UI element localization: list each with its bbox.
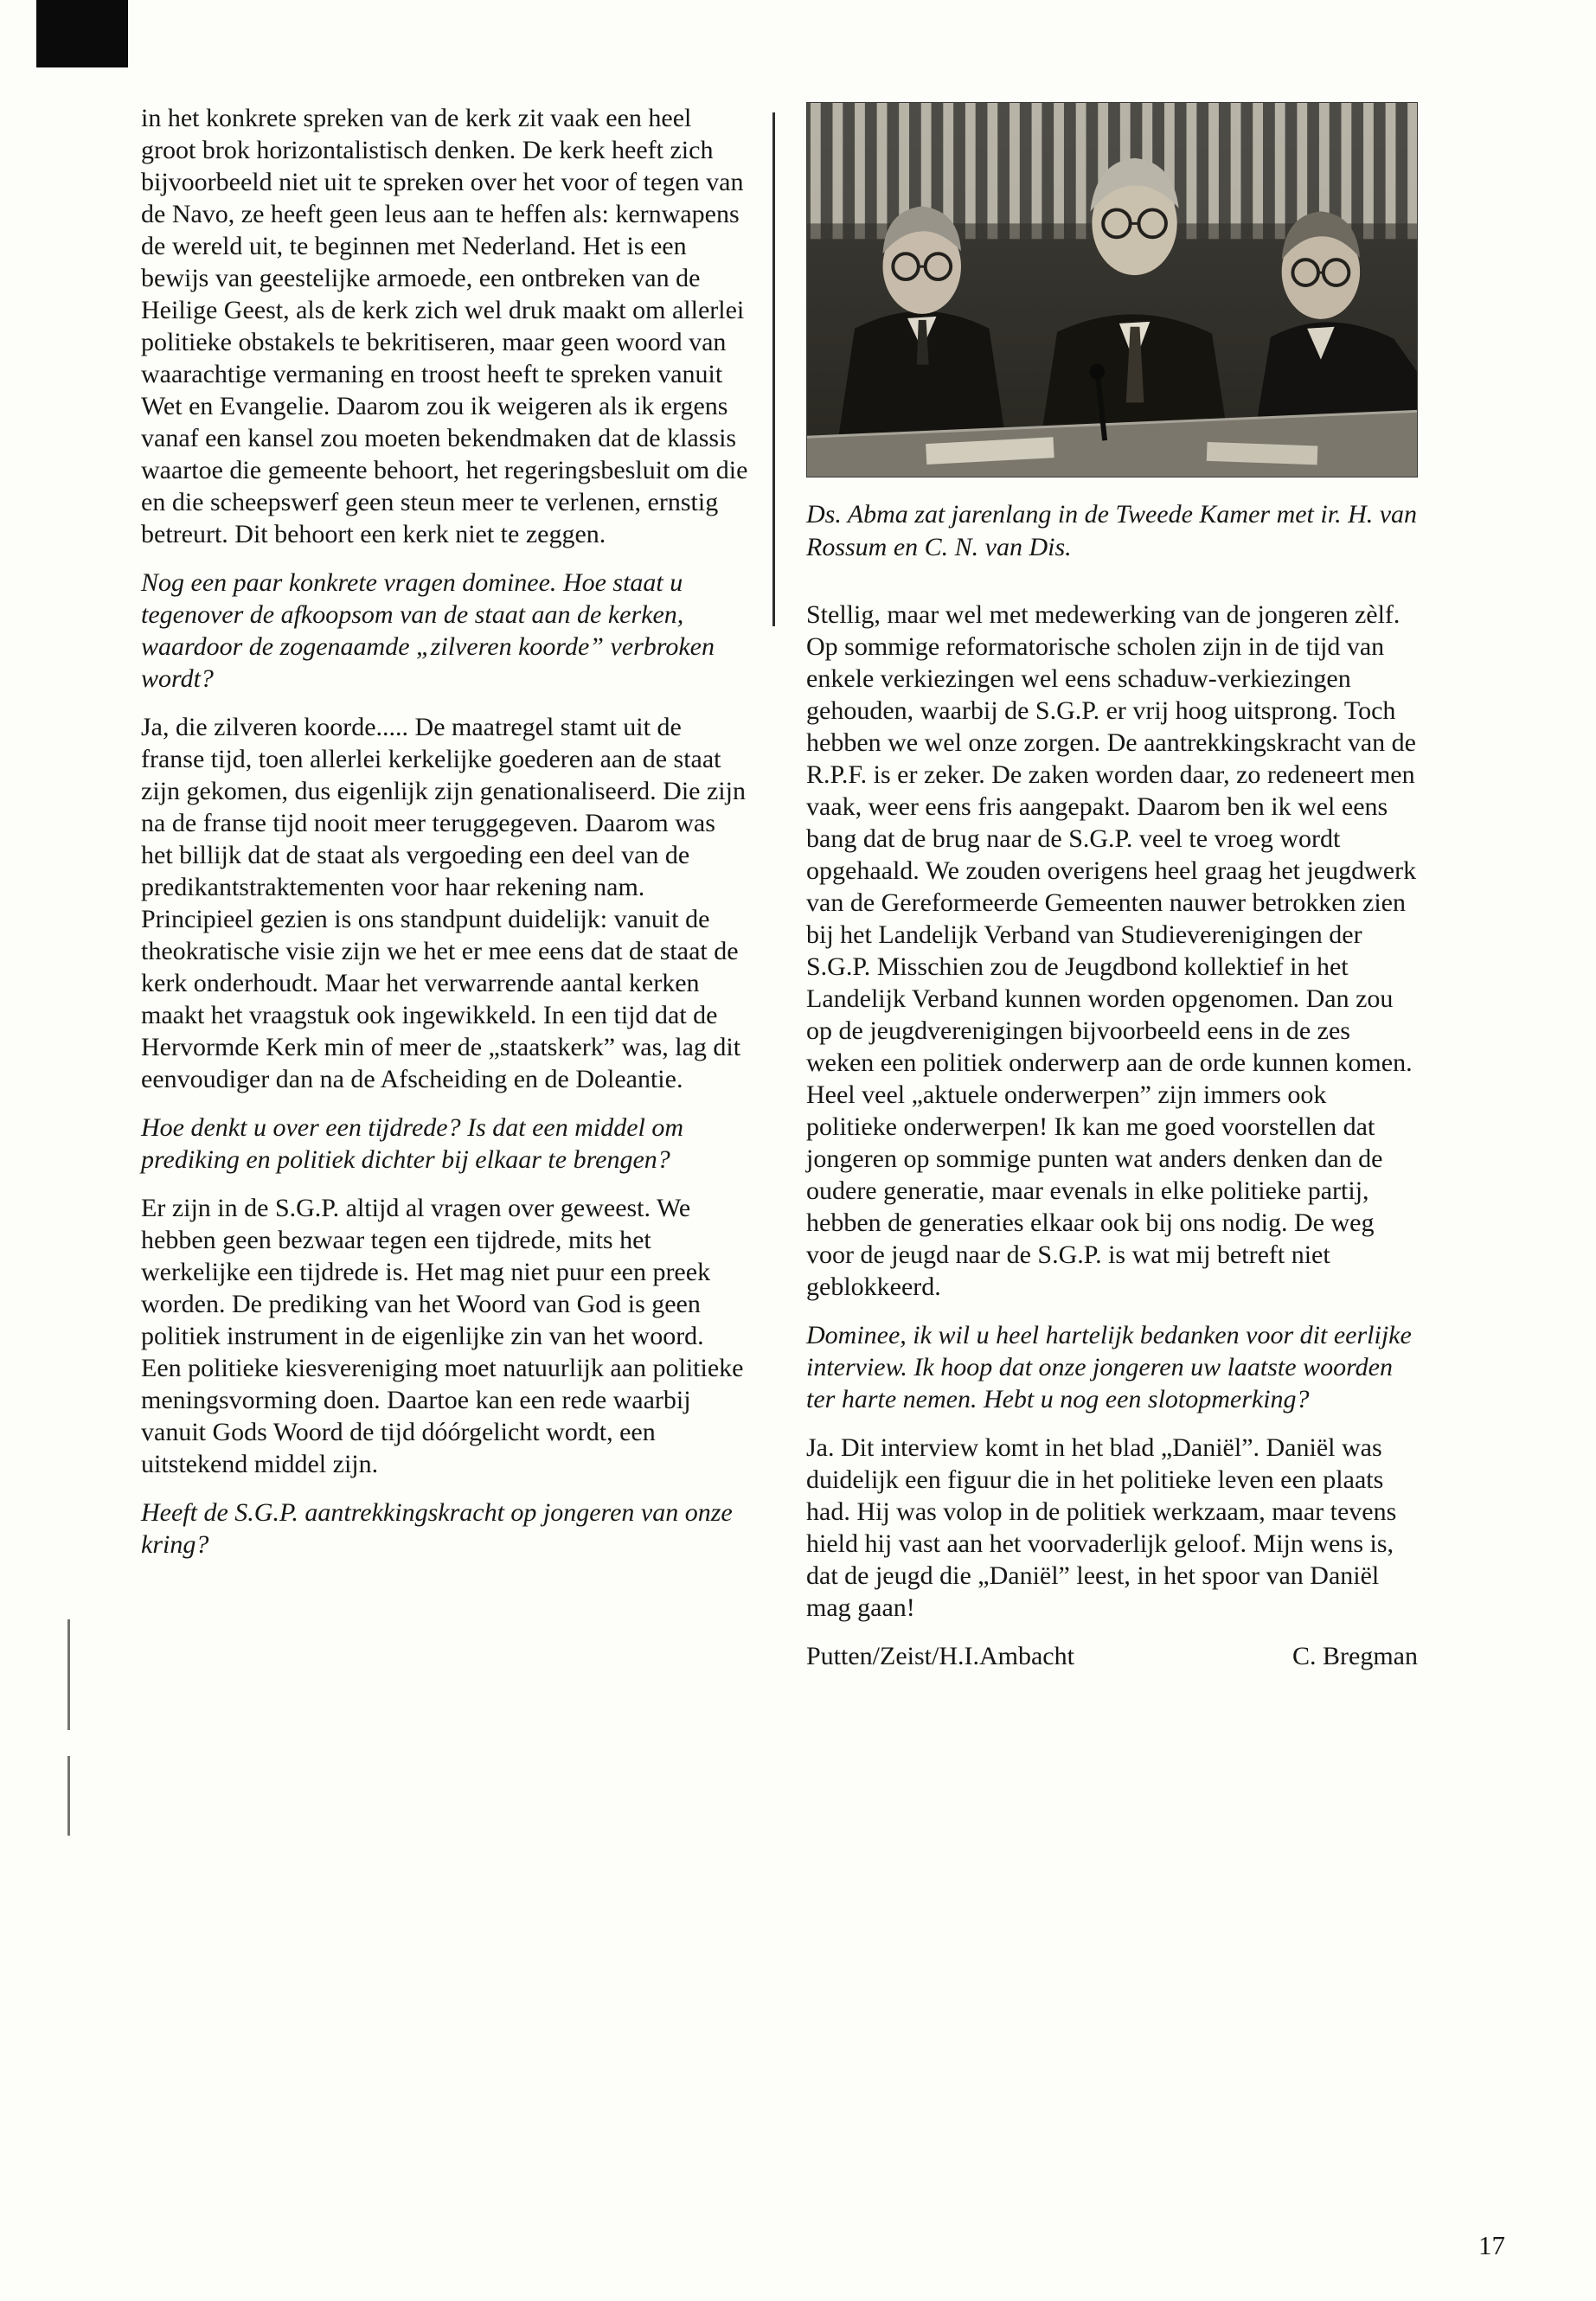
- paragraph: Ja. Dit interview komt in het blad „Daniël”. Daniël was duidelijk een figuur die in het politieke leven een plaats had. Hij was volop in de politiek werkzaam, maar tevens hield hij vast aan het voorvaderlijk geloof. Mijn wens is, dat de jeugd die „Daniël” leest, in het spoor van Daniël mag gaan!: [806, 1433, 1397, 1622]
- signature-line: [806, 1640, 1418, 1672]
- paragraph: Dominee, ik wil u heel hartelijk bedanken voor dit eerlijke interview. Ik hoop dat onze jongeren uw laatste woorden ter harte nemen. Hebt u nog een slotopmerking?: [806, 1321, 1412, 1413]
- photo-figure: [806, 102, 1418, 564]
- paragraph: Er zijn in de S.G.P. altijd al vragen over geweest. We hebben geen bezwaar tegen een tijdrede, mits het werkelijke een tijdrede is. Het mag niet puur een preek worden. De prediking van het Woord van God is geen politiek instrument in de eigenlijke zin van het woord. Een politieke kiesvereniging moet natuurlijk aan politieke meningsvorming doen. Daartoe kan een rede waarbij vanuit Gods Woord de tijd dóórgelicht wordt, een uitstekend middel zijn.: [141, 1194, 744, 1478]
- corner-print-mark: [36, 0, 128, 67]
- photo-caption: Ds. Abma zat jarenlang in de Tweede Kamer met ir. H. van Rossum en C. N. van Dis.: [806, 500, 1418, 561]
- signature-author: C. Bregman: [1292, 1642, 1418, 1670]
- paragraph: Stellig, maar wel met medewerking van de jongeren zèlf. Op sommige reformatorische scholen zijn in de tijd van enkele verkiezingen wel eens schaduw-verkiezingen gehouden, waarbij de S.G.P. er vrij hoog uitsprong. Toch hebben we wel onze zorgen. De aantrekkingskracht van de R.P.F. is er zeker. De zaken worden daar, zo redeneert men vaak, weer eens fris aangepakt. Daarom ben ik wel eens bang dat de brug naar de S.G.P. veel te vroeg wordt opgehaald. We zouden overigens heel graag het jeugdwerk van de Gereformeerde Gemeenten nauwer betrokken zien bij het Landelijk Verband van Studieverenigingen der S.G.P. Misschien zou de Jeugdbond kollektief in het Landelijk Verband kunnen worden opgenomen. Dan zou op de jeugdverenigingen bijvoorbeeld eens in de zes weken een politiek onderwerp aan de orde kunnen komen. Heel veel „aktuele onderwerpen” zijn immers ook politieke onderwerpen! Ik kan me goed voorstellen dat jongeren op sommige punten wat anders denken dan de oudere generatie, maar evenals in elke politieke partij, hebben de generaties elkaar ook bij ons nodig. De weg voor de jeugd naar de S.G.P. is wat mij betreft niet geblokkeerd.: [806, 600, 1417, 1301]
- page-number: 17: [1478, 2230, 1505, 2260]
- paragraph: Ja, die zilveren koorde..... De maatregel stamt uit de franse tijd, toen allerlei kerkelijke goederen aan de staat zijn gekomen, dus eigenlijk zijn genationaliseerd. Die zijn na de franse tijd nooit meer teruggegeven. Daarom was het billijk dat de staat als vergoeding een deel van de predikantstraktementen voor haar rekening nam. Principieel gezien is ons standpunt duidelijk: vanuit de theokratische visie zijn we het er mee eens dat de staat de kerk onderhoudt. Maar het verwarrende aantal kerken maakt het vraagstuk ook ingewikkeld. In een tijd dat de Hervormde Kerk min of meer de „staatskerk” was, lag dit eenvoudiger dan na de Afscheiding en de Doleantie.: [141, 713, 746, 1093]
- paragraph: Nog een paar konkrete vragen dominee. Hoe staat u tegenover de afkoopsom van de staat aan de kerken, waardoor de zogenaamde „zilveren koorde” verbroken wordt?: [141, 568, 715, 693]
- scan-edge-artifact: [67, 1756, 70, 1836]
- paragraph: in het konkrete spreken van de kerk zit vaak een heel groot brok horizontalistisch denken. De kerk heeft zich bijvoorbeeld niet uit te spreken over het voor of tegen van de Navo, ze heeft geen leus aan te heffen als: kernwapens de wereld uit, te beginnen met Nederland. Het is een bewijs van geestelijke armoede, een ontbreken van de Heilige Geest, als de kerk zich wel druk maakt om allerlei politieke obstakels te bekritiseren, maar geen woord van waarachtige vermaning en troost heeft te spreken vanuit Wet en Evangelie. Daarom zou ik weigeren als ik ergens vanaf een kansel zou moeten bekendmaken dat de klassis waartoe die gemeente behoort, het regeringsbesluit om die en die scheepswerf geen steun meer te verlenen, ernstig betreurt. Dit behoort een kerk niet te zeggen.: [141, 104, 748, 548]
- signature-places: Putten/Zeist/H.I.Ambacht: [806, 1642, 1074, 1670]
- paragraph: Hoe denkt u over een tijdrede? Is dat een middel om prediking en politiek dichter bij elkaar te brengen?: [141, 1113, 684, 1174]
- left-column: [141, 102, 748, 1672]
- photo-three-politicians: [806, 102, 1418, 478]
- paragraph: Heeft de S.G.P. aantrekkingskracht op jongeren van onze kring?: [141, 1498, 733, 1559]
- right-column: [806, 102, 1418, 1672]
- scan-edge-artifact: [67, 1619, 70, 1730]
- two-column-layout: [141, 102, 1418, 1672]
- right-column-text: [806, 599, 1418, 1624]
